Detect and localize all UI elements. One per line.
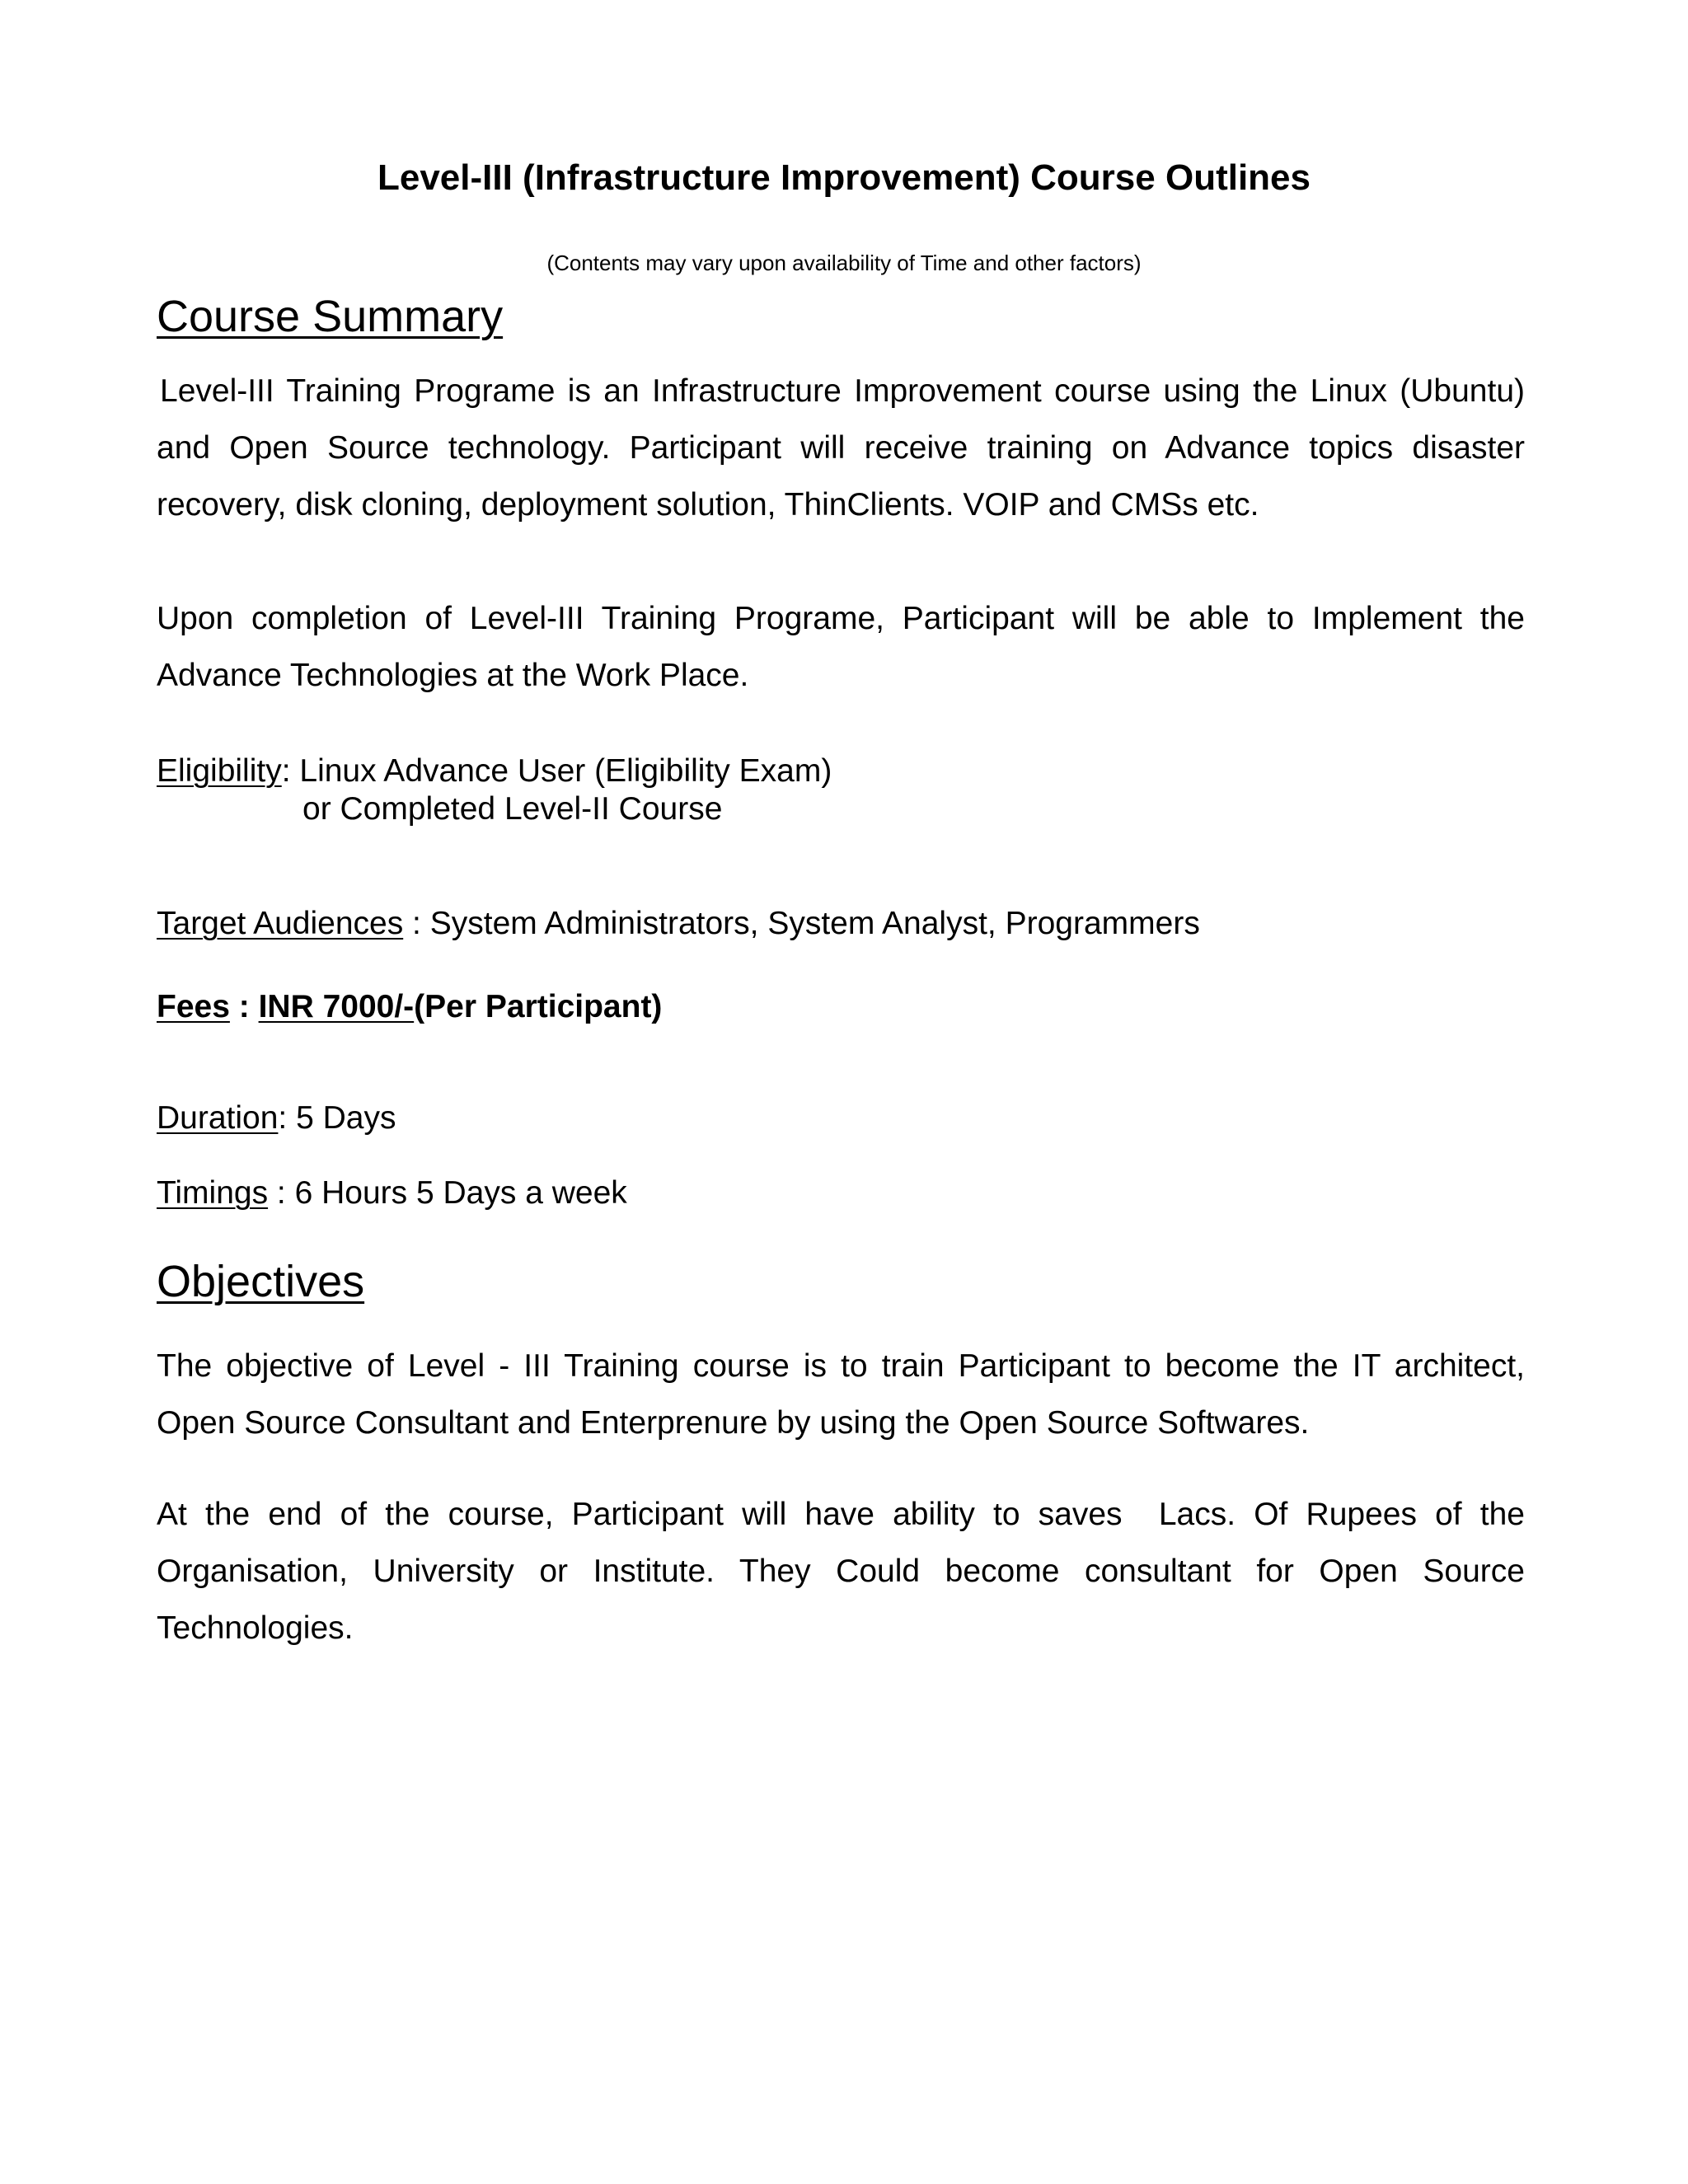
fees-label: Fees: [157, 989, 230, 1024]
objectives-heading: Objectives: [157, 1257, 365, 1306]
timings-separator: :: [268, 1175, 295, 1211]
timings-label: Timings: [157, 1175, 269, 1211]
timings-value: 6 Hours 5 Days a week: [294, 1175, 627, 1211]
document-title: Level-III (Infrastructure Improvement) Course Outlines: [377, 157, 1311, 198]
duration-value: 5 Days: [296, 1100, 396, 1136]
duration-label: Duration: [157, 1100, 279, 1136]
fees-amount: INR 7000/-: [258, 989, 415, 1024]
target-audiences-row: [157, 904, 1200, 944]
target-audiences-value: System Administrators, System Analyst, Programmers: [429, 906, 1200, 941]
eligibility-value-line-2: or Completed Level-II Course: [302, 791, 723, 827]
document-subtitle: (Contents may vary upon availability of Time and other factors): [546, 251, 1142, 275]
target-audiences-separator: :: [403, 906, 430, 941]
course-summary-heading: Course Summary: [157, 292, 504, 341]
target-audiences-label: Target Audiences: [157, 906, 404, 941]
fees-note: (Per Participant): [414, 989, 663, 1024]
eligibility-row-continued: [302, 790, 722, 829]
objectives-paragraph-2: At the end of the course, Participant will have ability to saves Lacs. Of Rupees of the Organisation, University or Institute. They Could become consultant for Open Source Technologies.: [157, 1497, 1534, 1646]
eligibility-row: [157, 752, 832, 791]
eligibility-label: Eligibility: [157, 753, 282, 789]
duration-separator: :: [278, 1100, 297, 1136]
timings-row: [157, 1174, 627, 1213]
duration-row: [157, 1099, 396, 1138]
objectives-paragraph-1: The objective of Level - III Training course is to train Participant to become the IT architect, Open Source Consultant and Enterprenure by using the Open Source Softwares.: [157, 1348, 1525, 1441]
fees-separator: :: [229, 989, 259, 1024]
fees-row: [157, 987, 662, 1027]
course-summary-paragraph-1: Level-III Training Programe is an Infrastructure Improvement course using the Linux (Ubuntu) and Open Source technology. Participant will receive training on Advance topics disaster recovery, disk cloning, deployment solution, ThinClients. VOIP and CMSs etc.: [157, 373, 1525, 523]
course-summary-paragraph-2: Upon completion of Level-III Training Programe, Participant will be able to Implement the Advance Technologies at the Work Place.: [157, 601, 1525, 693]
eligibility-value-line-1: Linux Advance User (Eligibility Exam): [299, 753, 832, 789]
eligibility-separator: :: [281, 753, 300, 789]
